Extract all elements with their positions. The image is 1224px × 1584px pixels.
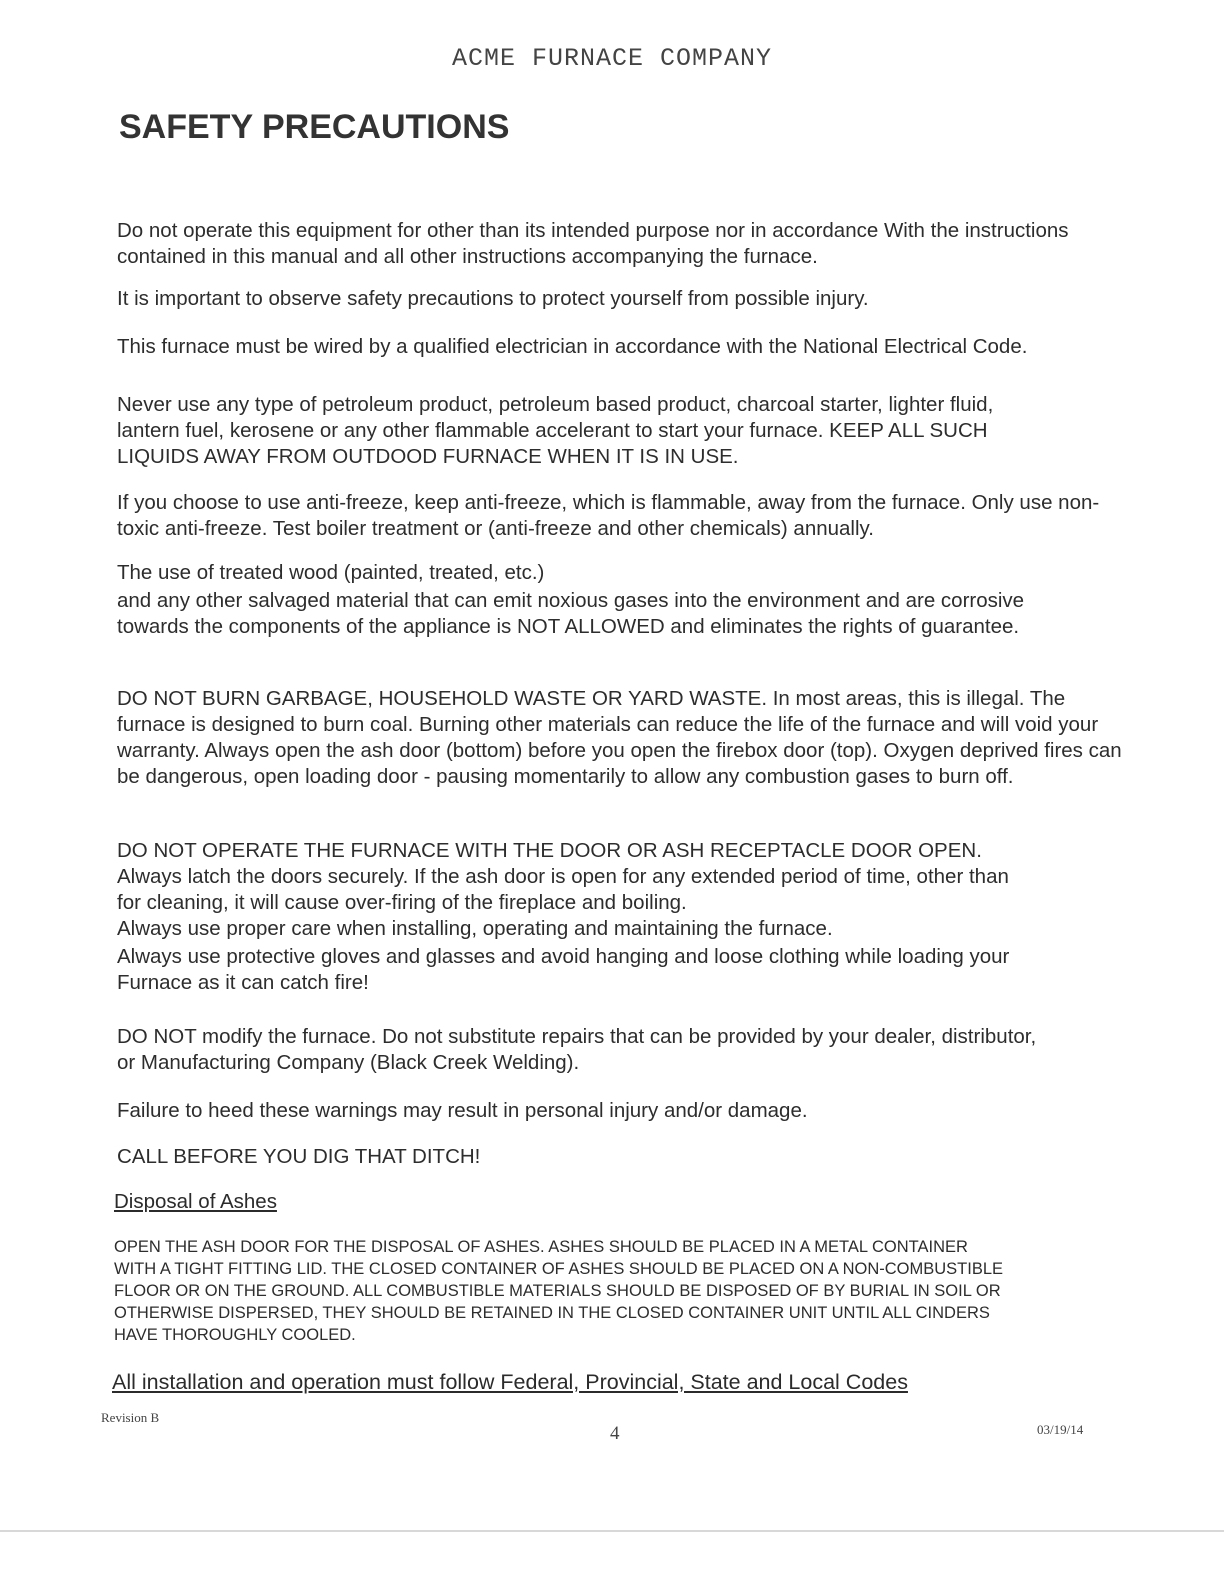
observe-paragraph: It is important to observe safety precautions to protect yourself from possible injury. <box>117 287 869 310</box>
failure-paragraph: Failure to heed these warnings may result in personal injury and/or damage. <box>117 1099 808 1122</box>
codes-statement: All installation and operation must follow Federal, Provincial, State and Local Codes <box>112 1370 908 1394</box>
intended-purpose-paragraph: Do not operate this equipment for other than its intended purpose nor in accordance With the instructions contained in this manual and all other instructions accompanying the furnace. <box>117 219 1069 268</box>
treated-wood-paragraph: and any other salvaged material that can emit noxious gases into the environment and are corrosive towards the components of the appliance is NOT ALLOWED and eliminates the rights of guarantee. <box>117 589 1025 638</box>
ashes-instructions: OPEN THE ASH DOOR FOR THE DISPOSAL OF ASHES. ASHES SHOULD BE PLACED IN A METAL CONTAINER WITH A TIGHT FITTING LID. THE CLOSED CONTAINER OF ASHES SHOULD BE PLACED ON A NON-COMBUSTIBLE FLOOR OR ON THE GROUND. ALL COMBUSTIBLE MATERIALS SHOULD BE DISPOSED OF BY BURIAL IN SOIL OR OTHERWISE DISPERSED, THEY SHOULD BE RETAINED IN THE CLOSED CONTAINER UNIT UNTIL ALL CINDERS HAVE THOROUGHLY COOLED. <box>114 1238 1004 1344</box>
call-before-dig-line: CALL BEFORE YOU DIG THAT DITCH! <box>117 1145 481 1168</box>
revision-label: Revision B <box>101 1410 160 1425</box>
treated-wood-line: The use of treated wood (painted, treated, etc.) <box>117 561 545 584</box>
scan-edge-divider <box>0 1530 1224 1532</box>
wiring-paragraph: This furnace must be wired by a qualified electrician in accordance with the National Electrical Code. <box>117 335 1028 358</box>
antifreeze-paragraph: If you choose to use anti-freeze, keep anti-freeze, which is flammable, away from the furnace. Only use non-toxic anti-freeze. Test boiler treatment or (anti-freeze and other chemicals) annually. <box>117 491 1100 540</box>
page-number: 4 <box>610 1423 620 1444</box>
ashes-heading: Disposal of Ashes <box>114 1190 277 1213</box>
revision-date: 03/19/14 <box>1037 1422 1084 1437</box>
petroleum-paragraph: Never use any type of petroleum product, petroleum based product, charcoal starter, lighter fluid, lantern fuel, kerosene or any other flammable accelerant to start your furnace. KEEP ALL SUCH LIQUIDS AWAY FROM OUTDOOD FURNACE WHEN IT IS IN USE. <box>117 393 994 468</box>
door-open-paragraph: DO NOT OPERATE THE FURNACE WITH THE DOOR OR ASH RECEPTACLE DOOR OPEN. Always latch the doors securely. If the ash door is open for any extended period of time, other than for cleaning, it will cause over-firing of the fireplace and boiling. <box>117 839 1009 914</box>
proper-care-paragraph: Always use proper care when installing, operating and maintaining the furnace. <box>117 917 833 940</box>
garbage-paragraph: DO NOT BURN GARBAGE, HOUSEHOLD WASTE OR YARD WASTE. In most areas, this is illegal. The furnace is designed to burn coal. Burning other materials can reduce the life of the furnace and will void your warranty. Always open the ash door (bottom) before you open the firebox door (top). Oxygen deprived fires can be dangerous, open loading door - pausing momentarily to allow any combustion gases to burn off. <box>117 687 1122 788</box>
page-title: SAFETY PRECAUTIONS <box>119 108 510 146</box>
company-name: ACME FURNACE COMPANY <box>451 44 773 73</box>
modify-paragraph: DO NOT modify the furnace. Do not substitute repairs that can be provided by your dealer, distributor, or Manufacturing Company (Black Creek Welding). <box>117 1025 1037 1074</box>
gloves-paragraph: Always use protective gloves and glasses and avoid hanging and loose clothing while loading your Furnace as it can catch fire! <box>117 945 1010 994</box>
